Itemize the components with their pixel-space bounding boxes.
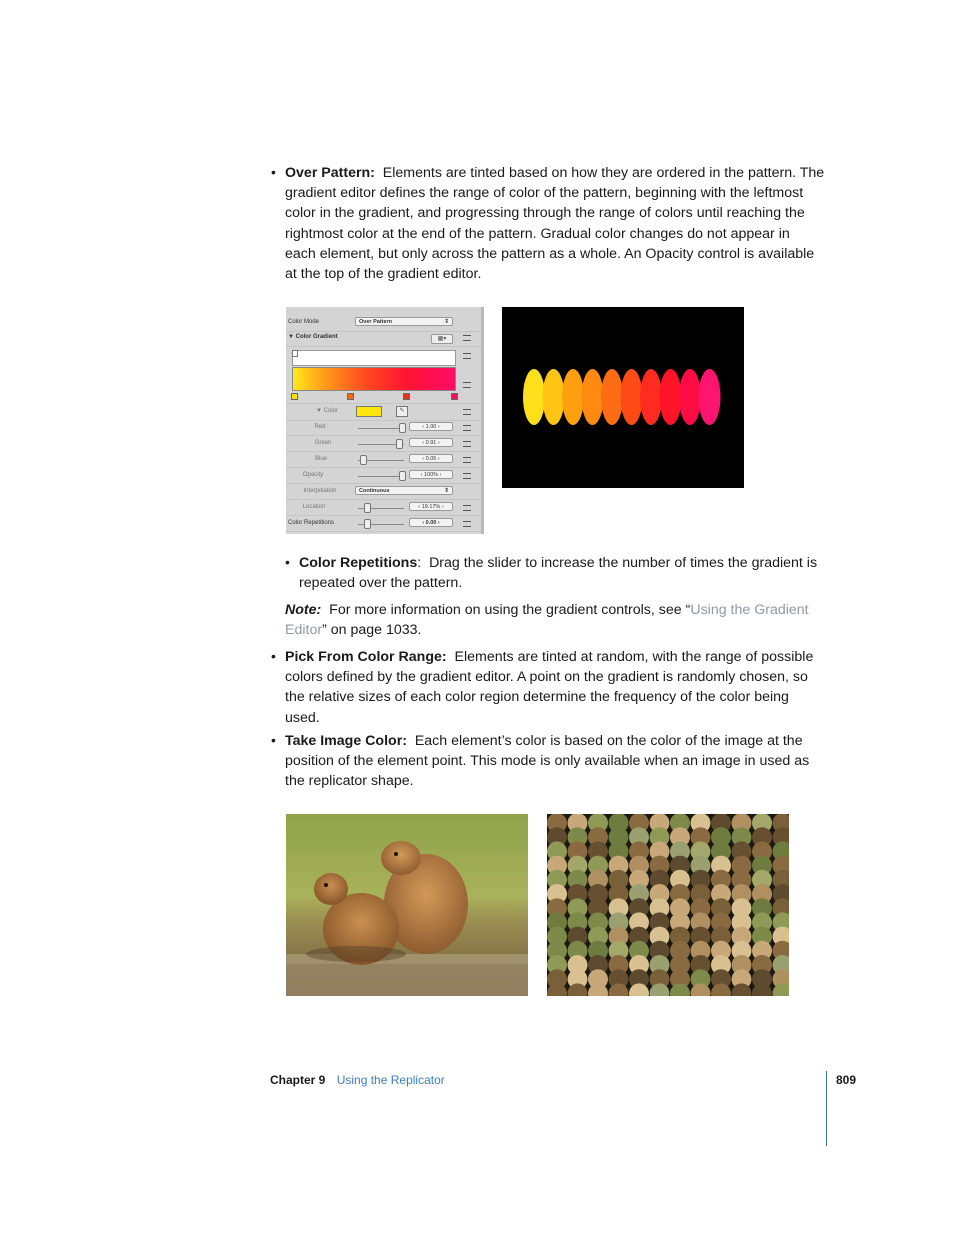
prairie-dogs-photo <box>286 814 528 996</box>
orb <box>640 369 662 425</box>
take-image-color-paragraph: Take Image Color: Each element’s color is based on the color of the image at the position of the element point. This mode is only available when an image in used as the replicator shape. <box>285 733 810 790</box>
prairie-dogs-illustration <box>286 814 528 996</box>
color-repetitions-term: Color Repetitions <box>299 555 418 571</box>
color-gradient-bar[interactable] <box>292 367 456 391</box>
slider-knob[interactable] <box>399 471 406 481</box>
page-number: 809 <box>836 1073 857 1087</box>
note-label: Note: <box>285 602 322 618</box>
orb <box>562 369 584 425</box>
color-repetitions-value-field[interactable]: ‹ 0.00 › <box>409 518 453 527</box>
chapter-title-link[interactable]: Using the Replicator <box>336 1073 445 1087</box>
over-pattern-paragraph: Over Pattern: Elements are tinted based on how they are ordered in the pattern. The gradient editor defines the range of color of the pattern, beginning with the leftmost color in the gradient, and progressing through the range of colors until reaching the rightmost color at the end of the pattern. Gradual color changes do not appear in each element, but only across the pattern as a whole. An Opacity control is available at the top of the gradient editor. <box>285 165 825 283</box>
mosaic-circles <box>547 814 789 996</box>
bullet: • <box>271 648 276 664</box>
red-value-field[interactable]: ‹ 1.00 › <box>409 422 453 431</box>
menu-icon[interactable] <box>463 353 471 359</box>
menu-icon[interactable] <box>463 425 471 431</box>
orb <box>679 369 701 425</box>
color-row: ▼ Color ✎ <box>286 403 481 421</box>
opacity-gradient-bar[interactable] <box>292 350 456 366</box>
color-tag[interactable] <box>347 393 354 400</box>
color-tag[interactable] <box>291 393 298 400</box>
color-well[interactable] <box>356 406 382 417</box>
gradient-preset-icon[interactable]: ▦▾ <box>431 334 453 344</box>
popup-arrows-icon: ⇕ <box>443 488 449 494</box>
take-image-color-term: Take Image Color: <box>285 733 407 749</box>
gradient-editor-link-continued[interactable]: Editor <box>285 622 323 639</box>
take-image-color-result-image <box>547 814 789 996</box>
orb <box>523 369 545 425</box>
location-value-field[interactable]: ‹ 19.17% › <box>409 502 453 511</box>
orb <box>601 369 623 425</box>
blue-value-field[interactable]: ‹ 0.05 › <box>409 454 453 463</box>
color-mode-row: Color Mode Over Pattern ⇕ <box>286 315 481 332</box>
eyedropper-icon[interactable]: ✎ <box>396 406 408 417</box>
bullet: • <box>271 164 276 180</box>
popup-arrows-icon: ⇕ <box>443 319 449 325</box>
pick-from-color-range-term: Pick From Color Range: <box>285 649 447 665</box>
interpolation-popup[interactable]: Continuous ⇕ <box>355 486 453 495</box>
color-gradient-row: ▼ Color Gradient ▦▾ <box>286 332 481 347</box>
bullet: • <box>271 732 276 748</box>
opacity-value-field[interactable]: ‹ 100% › <box>409 470 453 479</box>
menu-icon[interactable] <box>463 521 471 527</box>
slider-knob[interactable] <box>364 519 371 529</box>
red-slider[interactable] <box>358 428 404 429</box>
disclosure-triangle-icon[interactable]: ▼ <box>288 334 294 340</box>
slider-knob[interactable] <box>364 503 371 513</box>
slider-knob[interactable] <box>360 455 367 465</box>
color-tag[interactable] <box>403 393 410 400</box>
color-repetitions-row: Color Repetitions ‹ 0.00 › <box>286 516 481 532</box>
red-row: Red ‹ 1.00 › <box>286 420 481 436</box>
opacity-slider[interactable] <box>358 476 404 477</box>
color-mode-popup[interactable]: Over Pattern ⇕ <box>355 317 453 326</box>
orb-row <box>502 307 744 488</box>
menu-icon[interactable] <box>463 473 471 479</box>
footer-rule <box>826 1071 827 1146</box>
orb <box>699 369 721 425</box>
orb <box>660 369 682 425</box>
green-row: Green ‹ 0.91 › <box>286 436 481 452</box>
orb <box>543 369 565 425</box>
orb <box>621 369 643 425</box>
menu-icon[interactable] <box>463 441 471 447</box>
over-pattern-term: Over Pattern: <box>285 165 375 181</box>
menu-icon[interactable] <box>463 335 471 341</box>
interpolation-row: Interpolation Continuous ⇕ <box>286 484 481 500</box>
location-row: Location ‹ 19.17% › <box>286 500 481 516</box>
opacity-row: Opacity ‹ 100% › <box>286 468 481 484</box>
slider-knob[interactable] <box>399 423 406 433</box>
opacity-tag[interactable] <box>292 350 298 357</box>
pick-from-color-range-paragraph: Pick From Color Range: Elements are tinted at random, with the range of possible colors defined by the gradient editor. A point on the gradient is randomly chosen, so the relative sizes of each color region determine the frequency of the color being used. <box>285 649 814 726</box>
color-tag[interactable] <box>451 393 458 400</box>
footer-chapter <box>270 1073 445 1087</box>
blue-row: Blue ‹ 0.05 › <box>286 452 481 468</box>
color-repetitions-paragraph: Color Repetitions: Drag the slider to increase the number of times the gradient is repeated over the pattern. <box>299 555 818 592</box>
orb <box>582 369 604 425</box>
menu-icon[interactable] <box>463 382 471 388</box>
green-value-field[interactable]: ‹ 0.91 › <box>409 438 453 447</box>
gradient-editor-link[interactable]: Using the Gradient <box>690 602 809 618</box>
over-pattern-result-image <box>502 307 744 488</box>
menu-icon[interactable] <box>463 457 471 463</box>
menu-icon[interactable] <box>463 505 471 511</box>
note-paragraph: Note: For more information on using the gradient controls, see “Using the Gradient Editor” on page 1033. <box>285 602 809 639</box>
chapter-label: Chapter 9 <box>270 1073 326 1087</box>
menu-icon[interactable] <box>463 409 471 415</box>
gradient-inspector-panel <box>286 307 484 534</box>
bullet: • <box>285 554 290 570</box>
slider-knob[interactable] <box>396 439 403 449</box>
